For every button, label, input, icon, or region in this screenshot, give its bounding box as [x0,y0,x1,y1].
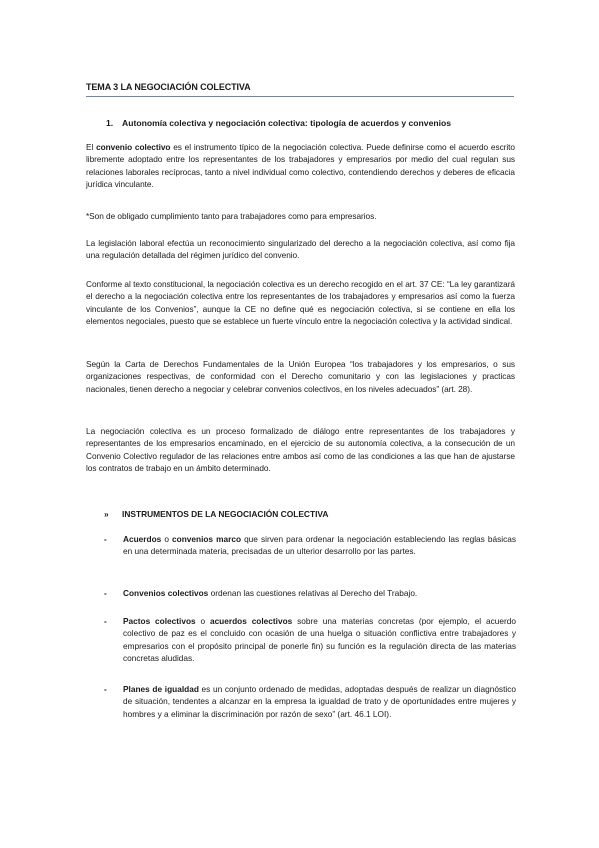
list-item-term: Acuerdos [123,534,162,544]
paragraph-constitution: Conforme al texto constitucional, la negociación colectiva es un derecho recogido en el art. 37 CE: “La ley garantizará el derecho a la negociación colectiva entre los representantes de los trabajadores y empresarios así como la fuerza vinculante de los Convenios”, aunque la CE no define qué es negociación colectiva, si se contiene en ella los elementos negociales, puesto que se establece un fuerte vínculo entre la negociación colectiva y la actividad sindical. [86,279,515,327]
p1-pre: El [86,142,97,152]
paragraph-negotiation-process: La negociación colectiva es un proceso formalizado de diálogo entre representantes de los trabajadores y representantes de los empresarios encaminado, en el ejercicio de su autonomía colectiva, a la consecución de un Convenio Colectivo regulador de las relaciones entre ambos así como de las condiciones a las que han de ajustarse los contratos de trabajo en un ámbito determinado. [86,426,515,474]
section-heading [106,118,526,128]
list-item-text [123,683,516,720]
paragraph-convenio-definition [86,141,515,191]
instruments-heading [104,509,524,519]
p1-bold-term: convenio colectivo [96,142,171,152]
list-item [104,587,516,599]
dash-bullet: - [104,616,107,626]
list-item [104,615,516,665]
list-item-connector: o [161,534,173,544]
list-item-term: Convenios colectivos [123,588,209,598]
section-number: 1. [106,118,114,128]
p1-post: es el instrumento típico de la negociación colectiva. Puede definirse como el acuerdo escrito libremente adoptado entre los representantes de los trabajadores y empresarios por medio del cual regulan sus relaciones laborales recíprocas, tanto a nivel individual como colectivo, contendiendo derechos y deberes de eficacia jurídica vinculante. [86,142,516,190]
list-item-description: es un conjunto ordenado de medidas, adoptadas después de realizar un diagnóstico de situación, tendentes a alcanzar en la empresa la igualdad de trato y de oportunidades entre mujeres y hombres y a eliminar la discriminación por razón de sexo” (art. 46.1 LOI). [123,684,516,719]
list-item-term-alt: convenios marco [172,534,242,544]
paragraph-eu-charter: Según la Carta de Derechos Fundamentales de la Unión Europea “los trabajadores y los empresarios, o sus organizaciones respectivas, de conformidad con el Derecho comunitario y con las legislaciones y practicas nacionales, tienen derecho a negociar y celebrar convenios colectivos, en los niveles adecuados” (art. 28). [86,359,515,394]
list-item [104,683,516,720]
dash-bullet: - [104,588,107,598]
list-item-description: que sirven para ordenar la negociación estableciendo las reglas básicas en una determinada materia, precisadas de un ulterior desarrollo por las partes. [123,534,517,557]
list-item-description: ordenan las cuestiones relativas al Derecho del Trabajo. [208,588,418,598]
list-item-connector: o [195,616,210,626]
section-heading-text: Autonomía colectiva y negociación colectiva: tipología de acuerdos y convenios [122,118,452,128]
dash-bullet: - [104,684,107,694]
list-item-text [123,587,516,599]
list-item-text [123,615,516,665]
dash-bullet: - [104,534,107,544]
document-title: TEMA 3 LA NEGOCIACIÓN COLECTIVA [86,82,514,97]
double-chevron-icon: » [104,509,109,519]
list-item-term: Planes de igualdad [123,684,199,694]
paragraph-legislation: La legislación laboral efectúa un reconocimiento singularizado del derecho a la negociación colectiva, así como fija una regulación detallada del régimen jurídico del convenio. [86,238,515,261]
list-item-term: Pactos colectivos [123,616,196,626]
paragraph-note: *Son de obligado cumplimiento tanto para trabajadores como para empresarios. [86,211,377,221]
instruments-heading-text: INSTRUMENTOS DE LA NEGOCIACIÓN COLECTIVA [122,509,329,519]
list-item-text [123,533,516,558]
list-item-term-alt: acuerdos colectivos [209,616,293,626]
list-item [104,533,516,558]
list-item-description: sobre una materias concretas (por ejemplo, el acuerdo colectivo de paz es el concluido con ocasión de una huelga o situación conflictiva entre trabajadores y empresarios con el propósito principal de ponerle fin) su función es la regulación directa de las materias concretas aludidas. [123,616,516,664]
